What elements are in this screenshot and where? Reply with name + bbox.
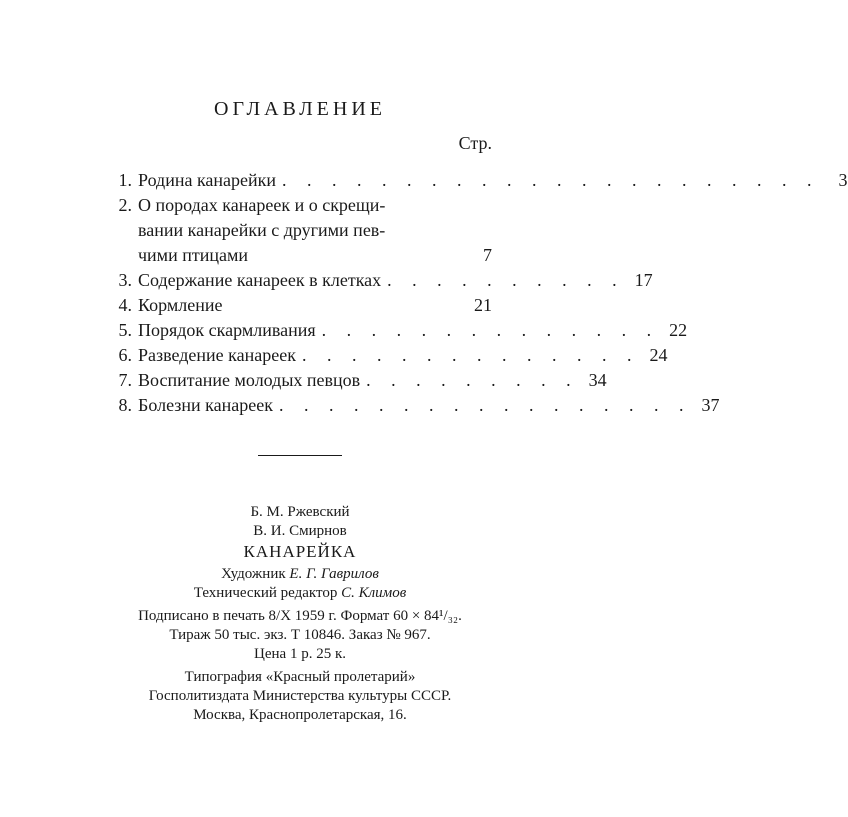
toc-entry-text: Родина канарейки [138, 170, 277, 190]
toc-entry-6 [108, 343, 668, 368]
toc-entry-8 [108, 393, 720, 418]
toc-leader-dots: . . . . . . . . . . . . . . [321, 320, 660, 340]
imprint-block [0, 503, 600, 725]
toc-entry-page: 24 [649, 345, 668, 365]
signed-line: Подписано в печать 8/X 1959 г. Формат 60 × 84¹/₃₂. [138, 608, 462, 624]
toc-entry-2 [108, 193, 492, 268]
toc-entry-number: 4. [118, 295, 132, 315]
toc-title: ОГЛАВЛЕНИЕ [214, 98, 386, 120]
print-run-line: Тираж 50 тыс. экз. Т 10846. Заказ № 967. [169, 627, 431, 643]
toc-entry-page: 3 [838, 170, 848, 190]
editor-line [0, 584, 600, 603]
toc-entry-page: 7 [483, 245, 492, 265]
toc-entry-5 [108, 318, 688, 343]
toc-entry-text-line-3: чими птицами [138, 245, 248, 265]
toc-leader-dots: . . . . . . . . . . . . . . [301, 345, 640, 365]
toc-entry-number: 1. [118, 170, 132, 190]
editor-name: С. Климов [341, 585, 407, 601]
artist-label: Художник [221, 566, 286, 582]
toc-entry-text: Воспитание молодых певцов [138, 370, 361, 390]
toc-entry-page: 37 [701, 395, 720, 415]
toc-entry-text-line-2: вании канарейки с другими пев- [138, 220, 386, 240]
toc-leader-dots: . . . . . . . . . . [387, 270, 625, 290]
page-column-label: Стр. [458, 133, 492, 153]
toc-entry-1 [108, 168, 848, 193]
toc-entry-number: 3. [118, 270, 132, 290]
toc-entry-text: Содержание канареек в клетках [138, 270, 382, 290]
toc-leader-dots: . . . . . . . . . [366, 370, 579, 390]
toc-entry-text: Кормление [138, 295, 223, 315]
toc-entry-page: 34 [588, 370, 607, 390]
artist-line [0, 565, 600, 584]
price-line: Цена 1 р. 25 к. [254, 646, 346, 662]
toc-entry-number: 6. [118, 345, 132, 365]
table-of-contents [108, 168, 848, 418]
toc-entry-page: 22 [669, 320, 688, 340]
toc-entry-number: 2. [118, 195, 132, 215]
book-title: КАНАРЕЙКА [243, 542, 357, 561]
author-1: Б. М. Ржевский [250, 504, 350, 520]
toc-entry-text: Болезни канареек [138, 395, 273, 415]
toc-entry-text-line-1: О породах канареек и о скрещи- [138, 195, 386, 215]
toc-entry-page: 17 [634, 270, 653, 290]
toc-leader-dots: . . . . . . . . . . . . . . . . . [278, 395, 692, 415]
toc-entry-4 [108, 293, 492, 318]
toc-entry-3 [108, 268, 653, 293]
artist-name: Е. Г. Гаврилов [289, 566, 379, 582]
toc-entry-text: Порядок скармливания [138, 320, 316, 340]
toc-entry-number: 5. [118, 320, 132, 340]
toc-entry-number: 7. [118, 370, 132, 390]
section-divider [258, 455, 342, 456]
toc-entry-page: 21 [474, 295, 492, 315]
publisher-line: Госполитиздата Министерства культуры СССР. [148, 688, 452, 704]
toc-entry-number: 8. [118, 395, 132, 415]
editor-label: Технический редактор [193, 585, 338, 601]
author-2: В. И. Смирнов [253, 523, 347, 539]
toc-leader-dots: . . . . . . . . . . . . . . . . . . . . . . [282, 170, 820, 190]
toc-entry-7 [108, 368, 607, 393]
toc-entry-text: Разведение канареек [138, 345, 296, 365]
printer-line: Типография «Красный пролетарий» [184, 669, 416, 685]
address-line: Москва, Краснопролетарская, 16. [193, 707, 407, 723]
